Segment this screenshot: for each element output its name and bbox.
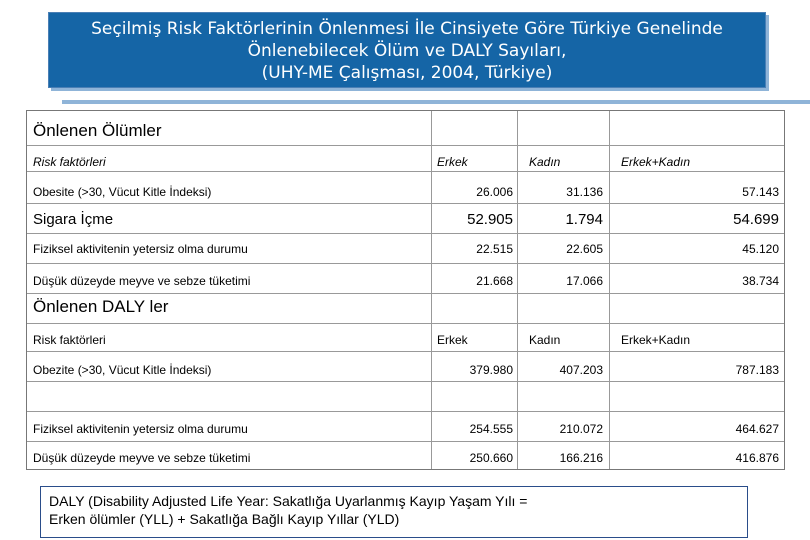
deaths-section-title: Önlenen Ölümler xyxy=(33,121,162,140)
daly-row-total: 416.876 xyxy=(735,451,779,465)
deaths-row-label: Sigara İçme xyxy=(33,211,114,228)
deaths-row-female: 31.136 xyxy=(566,185,603,199)
data-table xyxy=(26,110,785,470)
daly-row-total: 464.627 xyxy=(735,422,779,436)
row-divider xyxy=(27,171,784,172)
daly-row-total: 787.183 xyxy=(735,363,779,377)
deaths-header-female: Kadın xyxy=(529,155,561,169)
row-divider xyxy=(27,293,784,294)
note-line-1: DALY (Disability Adjusted Life Year: Sakatlığa Uyarlanmış Kayıp Yaşam Yılı = xyxy=(49,493,528,509)
deaths-row-male: 21.668 xyxy=(476,274,513,288)
deaths-header-total: Erkek+Kadın xyxy=(621,155,691,169)
deaths-row-total: 45.120 xyxy=(742,242,779,256)
column-divider xyxy=(431,111,432,469)
daly-row-label: Fiziksel aktivitenin yetersiz olma durumu xyxy=(33,422,248,436)
daly-row-label: Düşük düzeyde meyve ve sebze tüketimi xyxy=(33,451,251,465)
title-line-1: Seçilmiş Risk Faktörlerinin Önlenmesi İle Cinsiyete Göre Türkiye Genelinde xyxy=(91,19,723,39)
row-divider xyxy=(27,233,784,234)
column-divider xyxy=(609,111,610,469)
title-underline xyxy=(62,100,810,104)
deaths-row-male: 52.905 xyxy=(467,211,513,228)
slide-title xyxy=(48,12,766,88)
deaths-row-female: 1.794 xyxy=(565,211,603,228)
deaths-row-male: 26.006 xyxy=(476,185,513,199)
row-divider xyxy=(27,351,784,352)
deaths-header-risk: Risk faktörleri xyxy=(33,155,106,169)
daly-row-female: 407.203 xyxy=(559,363,603,377)
daly-row-male: 254.555 xyxy=(469,422,513,436)
title-line-2: Önlenebilecek Ölüm ve DALY Sayıları, xyxy=(247,41,567,61)
daly-section-title: Önlenen DALY ler xyxy=(33,297,169,316)
title-line-3: (UHY-ME Çalışması, 2004, Türkiye) xyxy=(261,63,553,83)
deaths-row-female: 17.066 xyxy=(566,274,603,288)
daly-definition-note xyxy=(40,486,748,538)
row-divider xyxy=(27,203,784,204)
daly-row-female: 210.072 xyxy=(559,422,603,436)
daly-header-female: Kadın xyxy=(529,333,561,347)
row-divider xyxy=(27,145,784,146)
row-divider xyxy=(27,411,784,412)
row-divider xyxy=(27,441,784,442)
deaths-row-total: 57.143 xyxy=(742,185,779,199)
row-divider xyxy=(27,263,784,264)
daly-header-total: Erkek+Kadın xyxy=(621,333,691,347)
row-divider xyxy=(27,381,784,382)
deaths-header-male: Erkek xyxy=(437,155,468,169)
daly-row-male: 250.660 xyxy=(469,451,513,465)
row-divider xyxy=(27,323,784,324)
deaths-row-total: 54.699 xyxy=(733,211,779,228)
daly-row-female: 166.216 xyxy=(559,451,603,465)
deaths-row-male: 22.515 xyxy=(476,242,513,256)
daly-header-male: Erkek xyxy=(437,333,468,347)
deaths-row-label: Düşük düzeyde meyve ve sebze tüketimi xyxy=(33,274,251,288)
daly-row-label: Obezite (>30, Vücut Kitle İndeksi) xyxy=(33,363,212,377)
column-divider xyxy=(517,111,518,469)
deaths-row-label: Obesite (>30, Vücut Kitle İndeksi) xyxy=(33,185,212,199)
deaths-row-label: Fiziksel aktivitenin yetersiz olma durumu xyxy=(33,242,248,256)
note-line-2: Erken ölümler (YLL) + Sakatlığa Bağlı Kayıp Yıllar (YLD) xyxy=(49,511,400,527)
deaths-row-total: 38.734 xyxy=(742,274,779,288)
daly-row-male: 379.980 xyxy=(469,363,513,377)
daly-header-risk: Risk faktörleri xyxy=(33,333,106,347)
deaths-row-female: 22.605 xyxy=(566,242,603,256)
